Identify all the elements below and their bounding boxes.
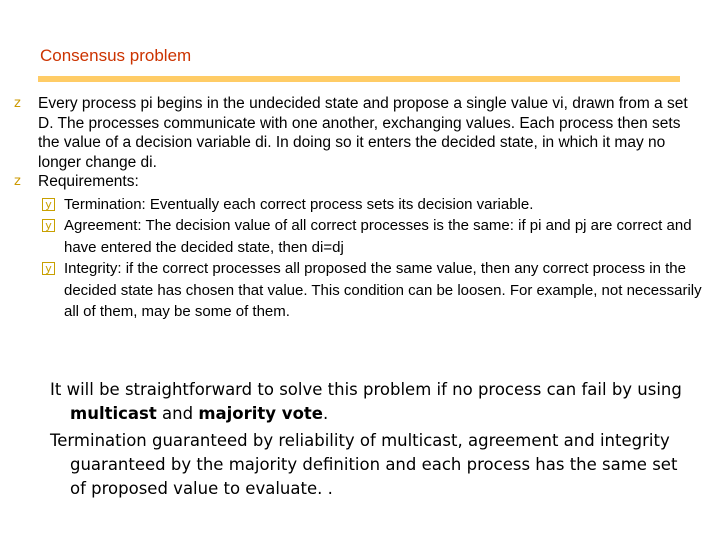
sub-bullet-item: [42, 194, 704, 216]
sub-bullet-item: [42, 215, 704, 258]
slide-title: Consensus problem: [40, 46, 192, 65]
sub-bullet-item: [42, 258, 704, 323]
sub-bullet-text: Termination: Eventually each correct process sets its decision variable.: [64, 195, 534, 213]
notes-paragraphs: [50, 378, 690, 504]
bold-term-majority-vote: majority vote: [198, 404, 323, 423]
z-bullet-icon: z: [14, 174, 21, 189]
bullet-text: Every process pi begins in the undecided state and propose a single value vi, drawn from a set D. The processes communicate with one another, exchanging values. Each process then sets the value of a decision variable di. In doing so it enters the decided state, in which it may no longer change di.: [38, 95, 688, 171]
bullet-list: [14, 94, 704, 323]
y-bullet-icon: y: [42, 198, 55, 211]
sub-bullet-text: Agreement: The decision value of all correct processes is the same: if pi and pj are correct and have entered the decided state, then di=dj: [64, 217, 692, 256]
bullet-item: [14, 94, 704, 172]
sub-bullet-list: [42, 194, 704, 323]
paragraph-termination: Termination guaranteed by reliability of multicast, agreement and integrity guaranteed by the majority definition and each process has the same set of proposed value to evaluate. .: [50, 431, 678, 498]
paragraph-text: It will be straightforward to solve this problem if no process can fail by using: [50, 380, 682, 399]
bullet-text: Requirements:: [38, 173, 139, 190]
z-bullet-icon: z: [14, 96, 21, 111]
paragraph-text: .: [322, 404, 329, 423]
paragraph-multicast: [50, 378, 690, 426]
bold-term-multicast: multicast: [70, 404, 157, 423]
y-bullet-icon: y: [42, 262, 55, 275]
y-bullet-icon: y: [42, 219, 55, 232]
title-underline-bar: [38, 76, 680, 82]
sub-bullet-text: Integrity: if the correct processes all proposed the same value, then any correct process in the decided state has chosen that value. This condition can be loosen. For example, not necessarily all of them, may be some of them.: [64, 260, 702, 320]
bullet-item: [14, 172, 704, 192]
paragraph-text: and: [156, 404, 199, 423]
